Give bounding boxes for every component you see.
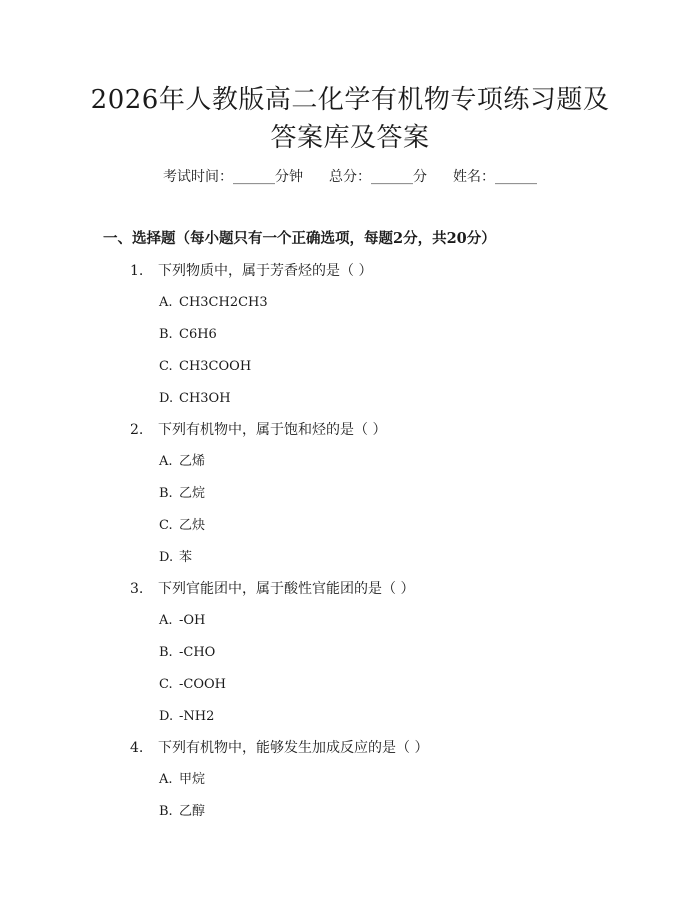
question-3-option-c (159, 675, 226, 695)
option-text: 苯 (179, 550, 193, 565)
question-text: 下列官能团中，属于酸性官能团的是（ ） (158, 581, 415, 597)
question-1 (130, 261, 372, 281)
option-letter: C. (159, 677, 173, 692)
question-3 (130, 579, 414, 599)
option-letter: A. (159, 772, 173, 787)
option-letter: C. (159, 518, 173, 533)
question-3-option-b (159, 643, 215, 663)
question-1-option-d (159, 389, 231, 409)
option-letter: B. (159, 327, 173, 342)
option-text: -COOH (179, 677, 226, 692)
question-2 (130, 420, 386, 440)
question-2-option-d (159, 548, 192, 568)
question-2-option-b (159, 484, 205, 504)
option-letter: A. (159, 613, 173, 628)
page-title-line-1: 2026年人教版高二化学有机物专项练习题及 (90, 85, 610, 115)
option-text: 乙醇 (179, 804, 206, 819)
option-text: -CHO (179, 645, 216, 660)
total-score-field: 总分：______分 (329, 169, 427, 185)
option-text: 乙炔 (179, 518, 206, 533)
option-letter: D. (159, 391, 174, 406)
question-3-option-a (159, 611, 205, 631)
option-letter: D. (159, 550, 174, 565)
option-letter: B. (159, 486, 173, 501)
option-letter: D. (159, 709, 174, 724)
question-3-option-d (159, 707, 214, 727)
question-1-option-c (159, 357, 251, 377)
question-4-option-a (159, 770, 205, 790)
question-1-option-a (159, 293, 268, 313)
option-text: 甲烷 (179, 772, 206, 787)
option-text: CH3COOH (179, 359, 252, 374)
student-name-field: 姓名：______ (453, 169, 537, 185)
exam-info-row (0, 166, 700, 188)
page-title-line-2: 答案库及答案 (270, 123, 430, 153)
option-letter: C. (159, 359, 173, 374)
question-text: 下列有机物中，属于饱和烃的是（ ） (158, 422, 387, 438)
question-number: 2. (130, 422, 144, 438)
option-text: 乙烯 (179, 454, 206, 469)
question-number: 3. (130, 581, 144, 597)
question-4 (130, 738, 428, 758)
option-text: CH3OH (179, 391, 231, 406)
exam-time-field: 考试时间：______分钟 (163, 169, 303, 185)
question-text: 下列有机物中，能够发生加成反应的是（ ） (158, 740, 429, 756)
option-text: 乙烷 (179, 486, 206, 501)
question-number: 1. (130, 263, 144, 279)
question-1-option-b (159, 325, 217, 345)
question-4-option-b (159, 802, 205, 822)
option-text: -NH2 (179, 709, 215, 724)
option-text: CH3CH2CH3 (179, 295, 268, 310)
option-text: -OH (179, 613, 206, 628)
section-heading-multiple-choice: 一、选择题（每小题只有一个正确选项，每题2分，共20分） (103, 230, 496, 247)
question-text: 下列物质中，属于芳香烃的是（ ） (158, 263, 373, 279)
option-letter: B. (159, 804, 173, 819)
option-letter: A. (159, 454, 173, 469)
question-2-option-a (159, 452, 205, 472)
question-2-option-c (159, 516, 205, 536)
option-letter: B. (159, 645, 173, 660)
question-number: 4. (130, 740, 144, 756)
option-text: C6H6 (179, 327, 217, 342)
option-letter: A. (159, 295, 173, 310)
